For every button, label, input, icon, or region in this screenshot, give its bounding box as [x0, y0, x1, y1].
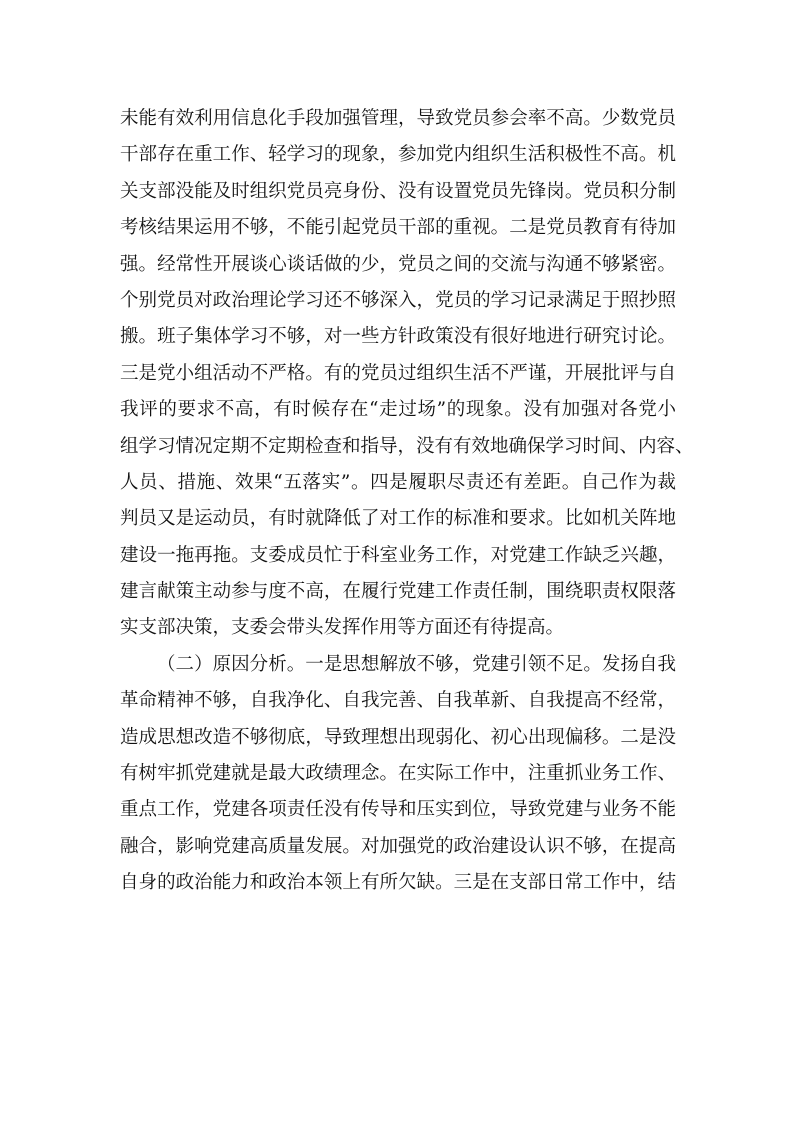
text-line: 判员又是运动员，有时就降低了对工作的标准和要求。比如机关阵地	[120, 508, 676, 530]
text-line: 强。经常性开展谈心谈话做的少，党员之间的交流与沟通不够紧密。	[120, 253, 676, 275]
text-line: 关支部没能及时组织党员亮身份、没有设置党员先锋岗。党员积分制	[120, 180, 676, 202]
text-line: 革命精神不够，自我净化、自我完善、自我革新、自我提高不经常，	[120, 690, 676, 712]
text-line: 干部存在重工作、轻学习的现象，参加党内组织生活积极性不高。机	[120, 144, 676, 166]
text-line: 自身的政治能力和政治本领上有所欠缺。三是在支部日常工作中，结	[120, 872, 676, 894]
text-line: 重点工作，党建各项责任没有传导和压实到位，导致党建与业务不能	[120, 799, 676, 821]
text-line: 人员、措施、效果“五落实”。四是履职尽责还有差距。自己作为裁	[120, 471, 676, 493]
text-line: 融合，影响党建高质量发展。对加强党的政治建设认识不够，在提高	[120, 835, 676, 857]
text-line: 建设一拖再拖。支委成员忙于科室业务工作，对党建工作缺乏兴趣，	[120, 544, 676, 566]
body-text	[120, 101, 694, 902]
section-heading-line: （二）原因分析。一是思想解放不够，党建引领不足。发扬自我	[157, 653, 676, 675]
text-line: 考核结果运用不够，不能引起党员干部的重视。二是党员教育有待加	[120, 217, 676, 239]
text-line: 建言献策主动参与度不高，在履行党建工作责任制，围绕职责权限落	[120, 581, 676, 603]
text-line: 搬。班子集体学习不够，对一些方针政策没有很好地进行研究讨论。	[120, 326, 676, 348]
text-line: 有树牢抓党建就是最大政绩理念。在实际工作中，注重抓业务工作、	[120, 763, 676, 785]
text-line: 未能有效利用信息化手段加强管理，导致党员参会率不高。少数党员	[120, 108, 676, 129]
text-line: 个别党员对政治理论学习还不够深入，党员的学习记录满足于照抄照	[120, 289, 676, 311]
text-line: 我评的要求不高，有时候存在“走过场”的现象。没有加强对各党小	[120, 399, 676, 421]
text-line: 造成思想改造不够彻底，导致理想出现弱化、初心出现偏移。二是没	[120, 726, 676, 748]
text-line: 组学习情况定期不定期检查和指导，没有有效地确保学习时间、内容、	[120, 435, 694, 457]
text-line: 三是党小组活动不严格。有的党员过组织生活不严谨，开展批评与自	[120, 362, 676, 384]
paragraph-end-line: 实支部决策，支委会带头发挥作用等方面还有待提高。	[120, 617, 565, 639]
